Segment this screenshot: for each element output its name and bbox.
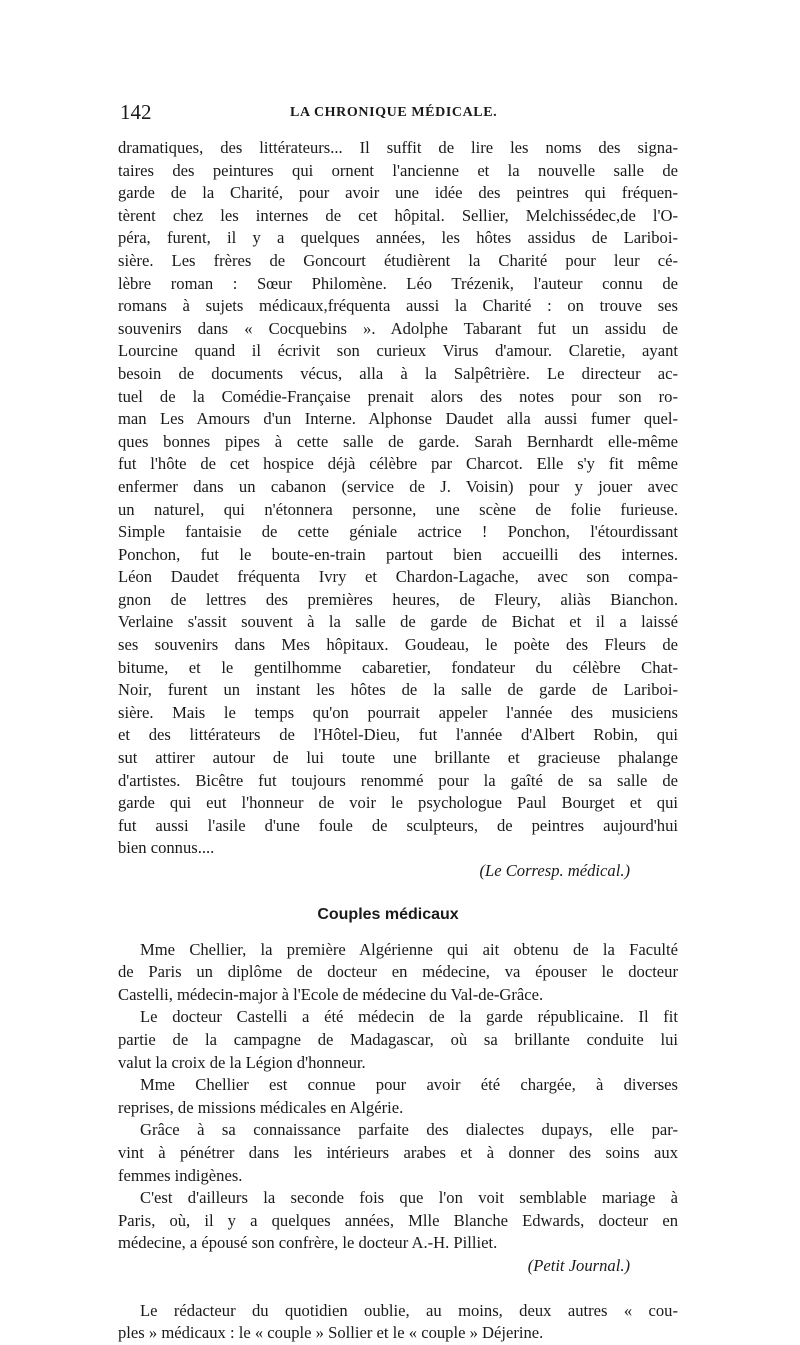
text-line: Ponchon, fut le boute-en-train partout bien accueilli des internes. bbox=[118, 544, 678, 564]
source-citation: (Le Corresp. médical.) bbox=[479, 861, 630, 880]
text-line: ples » médicaux : le « couple » Sollier et le « couple » Déjerine. bbox=[118, 1323, 544, 1343]
text-line: Léon Daudet fréquenta Ivry et Chardon-Lagache, avec son compa- bbox=[118, 567, 678, 587]
text-line: sière. Les frères de Goncourt étudièrent la Charité pour leur cé- bbox=[118, 250, 678, 270]
text-line: bien connus.... bbox=[118, 838, 215, 858]
running-title: LA CHRONIQUE MÉDICALE. bbox=[290, 105, 498, 120]
text-line: dramatiques, des littérateurs... Il suffit de lire les noms des signa- bbox=[118, 138, 678, 157]
text-line: souvenirs dans « Cocquebins ». Adolphe Tabarant fut un assidu de bbox=[118, 318, 678, 338]
section-closing-note bbox=[118, 1278, 678, 1345]
text-line: taires des peintures qui ornent l'ancienne et la nouvelle salle de bbox=[118, 160, 678, 180]
text-line: Le docteur Castelli a été médecin de la garde républicaine. Il fit bbox=[140, 1007, 678, 1027]
text-line: médecine, a épousé son confrère, le docteur A.-H. Pilliet. bbox=[118, 1233, 498, 1253]
text-line: tuel de la Comédie-Française prenait alors des notes pour son ro- bbox=[118, 386, 678, 406]
text-line: Mme Chellier, la première Algérienne qui ait obtenu de la Faculté bbox=[140, 939, 678, 959]
text-line: gnon de lettres des premières heures, de Fleury, aliàs Bianchon. bbox=[118, 589, 678, 609]
text-line: enfermer dans un cabanon (service de J. Voisin) pour y jouer avec bbox=[118, 476, 678, 496]
page-header bbox=[118, 100, 678, 126]
text-line: péra, furent, il y a quelques années, les hôtes assidus de Lariboi- bbox=[118, 228, 678, 248]
text-line: man Les Amours d'un Interne. Alphonse Daudet alla aussi fumer quel- bbox=[118, 409, 678, 429]
text-line: sière. Mais le temps qu'on pourrait appeler l'année des musiciens bbox=[118, 702, 678, 722]
text-line: Lourcine quand il écrivit son curieux Virus d'amour. Claretie, ayant bbox=[118, 341, 678, 361]
text-line: ses souvenirs dans Mes hôpitaux. Goudeau, le poète des Fleurs de bbox=[118, 635, 678, 655]
text-line: et des littérateurs de l'Hôtel-Dieu, fut l'année d'Albert Robin, qui bbox=[118, 725, 678, 745]
text-line: vint à pénétrer dans les intérieurs arabes et à donner des soins aux bbox=[118, 1142, 678, 1162]
text-line: femmes indigènes. bbox=[118, 1165, 243, 1185]
text-line: tèrent chez les internes de cet hôpital. Sellier, Melchissédec,de l'O- bbox=[118, 205, 678, 225]
text-line: Simple fantaisie de cette géniale actrice ! Ponchon, l'étourdissant bbox=[118, 522, 678, 542]
text-line: Grâce à sa connaissance parfaite des dialectes dupays, elle par- bbox=[140, 1120, 678, 1140]
text-line: sut attirer autour de lui toute une brillante et gracieuse phalange bbox=[118, 748, 678, 768]
text-line: C'est d'ailleurs la seconde fois que l'on voit semblable mariage à bbox=[140, 1188, 678, 1208]
section-couples-medicaux bbox=[118, 895, 678, 1278]
section-heading: Couples médicaux bbox=[317, 905, 459, 923]
text-line: Verlaine s'assit souvent à la salle de garde de Bichat et il a laissé bbox=[118, 612, 678, 632]
text-line: un naturel, qui n'étonnera personne, une scène de folie furieuse. bbox=[118, 499, 678, 519]
text-line: garde de la Charité, pour avoir une idée des peintres qui fréquen- bbox=[118, 183, 678, 203]
text-line: besoin de documents vécus, alla à la Salpêtrière. Le directeur ac- bbox=[118, 363, 678, 383]
text-line: fut l'hôte de cet hospice déjà célèbre par Charcot. Elle s'y fit même bbox=[118, 454, 678, 474]
text-line: Mme Chellier est connue pour avoir été chargée, à diverses bbox=[140, 1075, 678, 1095]
text-line: Le rédacteur du quotidien oublie, au moins, deux autres « cou- bbox=[140, 1300, 678, 1320]
text-line: de Paris un diplôme de docteur en médecine, va épouser le docteur bbox=[118, 962, 678, 982]
text-line: Noir, furent un instant les hôtes de la salle de garde de Lariboi- bbox=[118, 680, 678, 700]
text-line: fut aussi l'asile d'une foule de sculpteurs, de peintres aujourd'hui bbox=[118, 815, 678, 835]
page-number: 142 bbox=[120, 100, 152, 124]
article-body bbox=[118, 137, 678, 1345]
text-line: Castelli, médecin-major à l'Ecole de médecine du Val-de-Grâce. bbox=[118, 984, 544, 1004]
text-line: partie de la campagne de Madagascar, où sa brillante conduite lui bbox=[118, 1029, 678, 1049]
text-line: romans à sujets médicaux,fréquenta aussi la Charité : on trouve ses bbox=[118, 296, 678, 316]
text-line: bitume, et le gentilhomme cabaretier, fondateur du célèbre Chat- bbox=[118, 657, 678, 677]
section-salle-de-garde bbox=[118, 137, 678, 883]
text-line: d'artistes. Bicêtre fut toujours renommé pour la gaîté de sa salle de bbox=[118, 770, 678, 790]
text-line: Paris, où, il y a quelques années, Mlle Blanche Edwards, docteur en bbox=[118, 1210, 678, 1230]
source-citation: (Petit Journal.) bbox=[527, 1255, 630, 1275]
text-line: ques bonnes pipes à cette salle de garde. Sarah Bernhardt elle-même bbox=[118, 431, 678, 451]
spacer bbox=[118, 1278, 678, 1300]
text-line: garde qui eut l'honneur de voir le psychologue Paul Bourget et qui bbox=[118, 793, 678, 813]
text-line: lèbre roman : Sœur Philomène. Léo Trézenik, l'auteur connu de bbox=[118, 273, 678, 293]
text-line: valut la croix de la Légion d'honneur. bbox=[118, 1052, 366, 1072]
text-line: reprises, de missions médicales en Algérie. bbox=[118, 1097, 404, 1117]
